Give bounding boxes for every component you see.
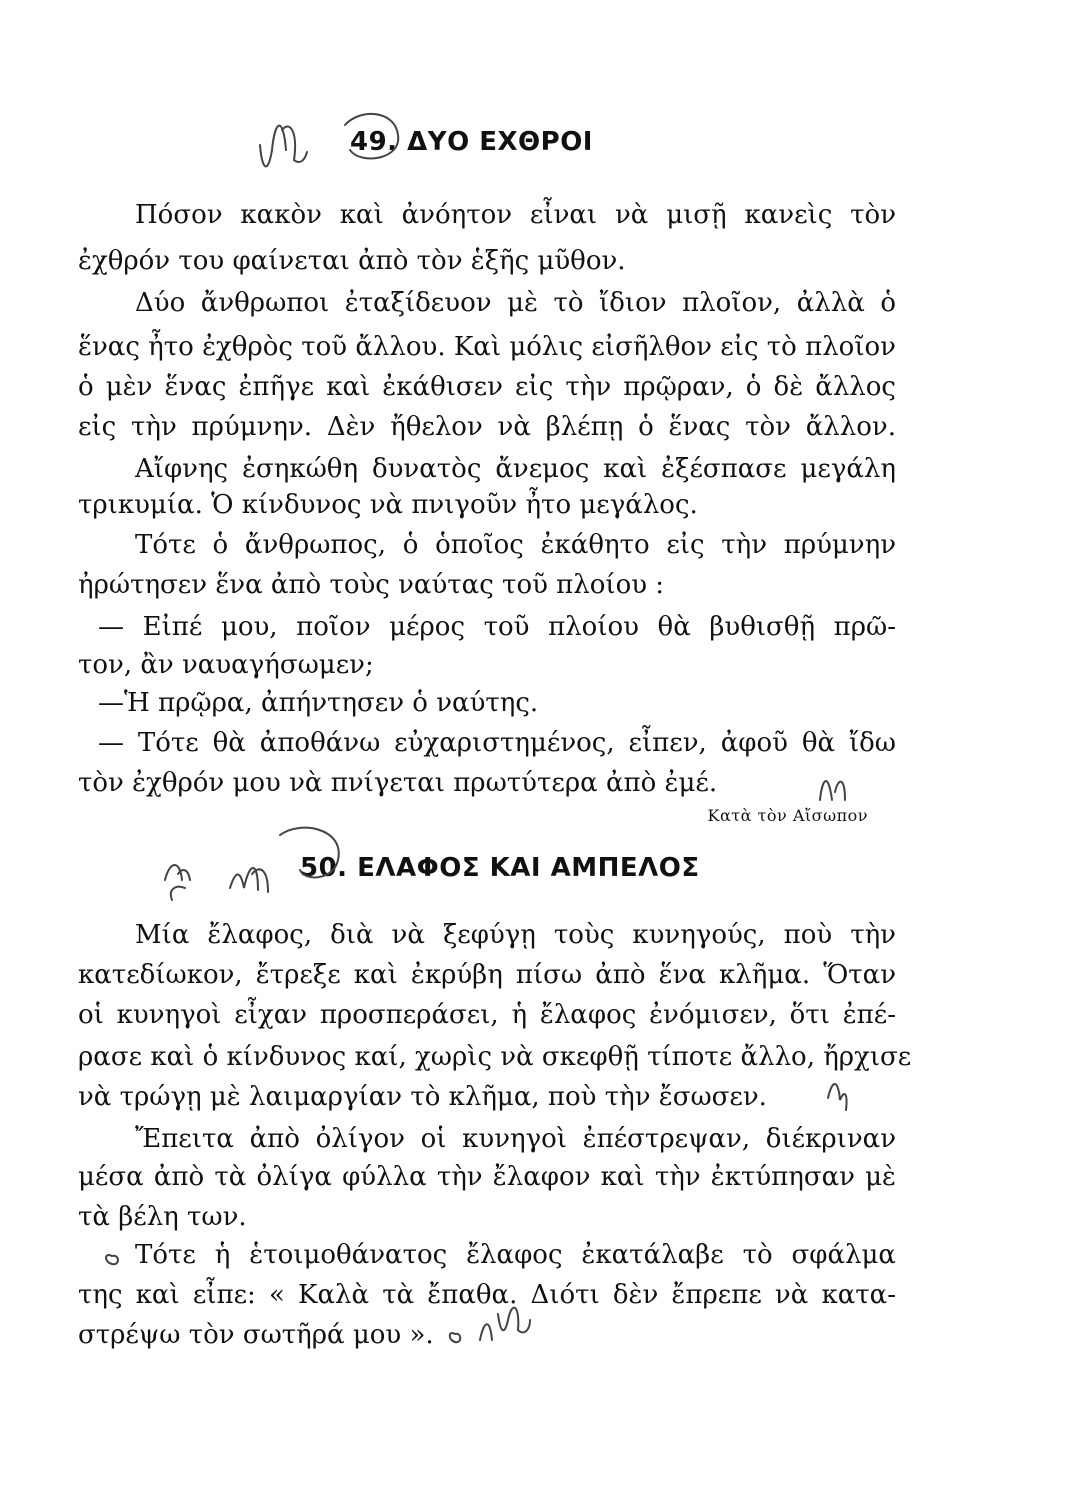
text-line: της καὶ εἶπε: « Καλὰ τὰ ἔπαθα. Διότι δὲν ἔπρεπε νὰ κατα- <box>78 1280 896 1310</box>
text-line: Ἔπειτα ἀπὸ ὀλίγον οἱ κυνηγοὶ ἐπέστρεψαν, διέκριναν <box>135 1124 896 1154</box>
text-line: τρικυμία. Ὁ κίνδυνος νὰ πνιγοῦν ἦτο μεγάλος. <box>78 490 698 520</box>
circle-mark-icon <box>345 114 398 159</box>
text-line: Αἴφνης ἐσηκώθη δυνατὸς ἄνεμος καὶ ἐξέσπασε μεγάλη <box>135 454 896 484</box>
text-line: ρασε καὶ ὁ κίνδυνος καί, χωρὶς νὰ σκεφθῇ τίποτε ἄλλο, ἤρχισε <box>78 1042 912 1072</box>
text-line: —Ἡ πρῷρα, ἀπήντησεν ὁ ναύτης. <box>98 688 539 718</box>
text-line: Δύο ἄνθρωποι ἐταξίδευον μὲ τὸ ἴδιον πλοῖον, ἀλλὰ ὁ <box>135 288 896 318</box>
text-line: εἰς τὴν πρύμνην. Δὲν ἤθελον νὰ βλέπῃ ὁ ἕνας τὸν ἄλλον. <box>78 412 896 442</box>
circle-mark-icon <box>280 828 339 878</box>
text-line: κατεδίωκον, ἔτρεξε καὶ ἐκρύβη πίσω ἀπὸ ἕνα κλῆμα. Ὅταν <box>78 960 896 990</box>
pencil-mark-icon <box>828 1084 847 1110</box>
text-line: στρέψω τὸν σωτῆρά μου ». <box>78 1320 434 1350</box>
circle-mark-icon <box>106 1255 118 1264</box>
text-line: — Εἰπέ μου, ποῖον μέρος τοῦ πλοίου θὰ βυθισθῇ πρῶ- <box>98 612 896 642</box>
pencil-mark-icon <box>450 1308 530 1343</box>
section-number: 49. <box>350 127 398 157</box>
pencil-mark-icon <box>165 865 190 900</box>
pencil-mark-icon <box>820 781 845 800</box>
text-line: ὁ μὲν ἕνας ἐπῆγε καὶ ἐκάθισεν εἰς τὴν πρῷραν, ὁ δὲ ἄλλος <box>78 372 896 402</box>
pencil-mark-icon <box>230 868 268 892</box>
text-line: τον, ἂν ναυαγήσωμεν; <box>78 650 374 680</box>
text-line: τὸν ἐχθρόν μου νὰ πνίγεται πρωτύτερα ἀπὸ ἐμέ. <box>78 768 718 798</box>
section-number: 50. <box>300 853 348 883</box>
text-line: Πόσον κακὸν καὶ ἀνόητον εἶναι νὰ μισῇ κανεὶς τὸν <box>135 200 896 230</box>
section-heading: ΔΥΟ ΕΧΘΡΟΙ <box>407 127 593 157</box>
text-line: Μία ἔλαφος, διὰ νὰ ξεφύγῃ τοὺς κυνηγούς, ποὺ τὴν <box>135 920 896 950</box>
text-line: ἕνας ἦτο ἐχθρὸς τοῦ ἄλλου. Καὶ μόλις εἰσῆλθον εἰς τὸ πλοῖον <box>78 332 896 362</box>
source-attribution: Κατὰ τὸν Αἴσωπον <box>707 806 868 825</box>
text-line: ἐχθρόν του φαίνεται ἀπὸ τὸν ἑξῆς μῦθον. <box>78 246 626 276</box>
pencil-mark-icon <box>260 126 307 167</box>
text-line: ἠρώτησεν ἕνα ἀπὸ τοὺς ναύτας τοῦ πλοίου : <box>78 570 665 600</box>
text-line: Τότε ἡ ἑτοιμοθάνατος ἔλαφος ἐκατάλαβε τὸ σφάλμα <box>135 1240 896 1270</box>
text-line: μέσα ἀπὸ τὰ ὀλίγα φύλλα τὴν ἔλαφον καὶ τὴν ἐκτύπησαν μὲ <box>78 1162 896 1192</box>
text-line: — Τότε θὰ ἀποθάνω εὐχαριστημένος, εἶπεν, ἀφοῦ θὰ ἴδω <box>98 728 896 758</box>
section-heading: ΕΛΑΦΟΣ ΚΑΙ ΑΜΠΕΛΟΣ <box>357 853 700 883</box>
text-line: νὰ τρώγῃ μὲ λαιμαργίαν τὸ κλῆμα, ποὺ τὴν ἔσωσεν. <box>78 1082 767 1112</box>
text-line: οἱ κυνηγοὶ εἶχαν προσπεράσει, ἡ ἔλαφος ἐνόμισεν, ὅτι ἐπέ- <box>78 1000 896 1030</box>
text-line: Τότε ὁ ἄνθρωπος, ὁ ὁποῖος ἐκάθητο εἰς τὴν πρύμνην <box>135 530 896 560</box>
text-line: τὰ βέλη των. <box>78 1202 247 1232</box>
